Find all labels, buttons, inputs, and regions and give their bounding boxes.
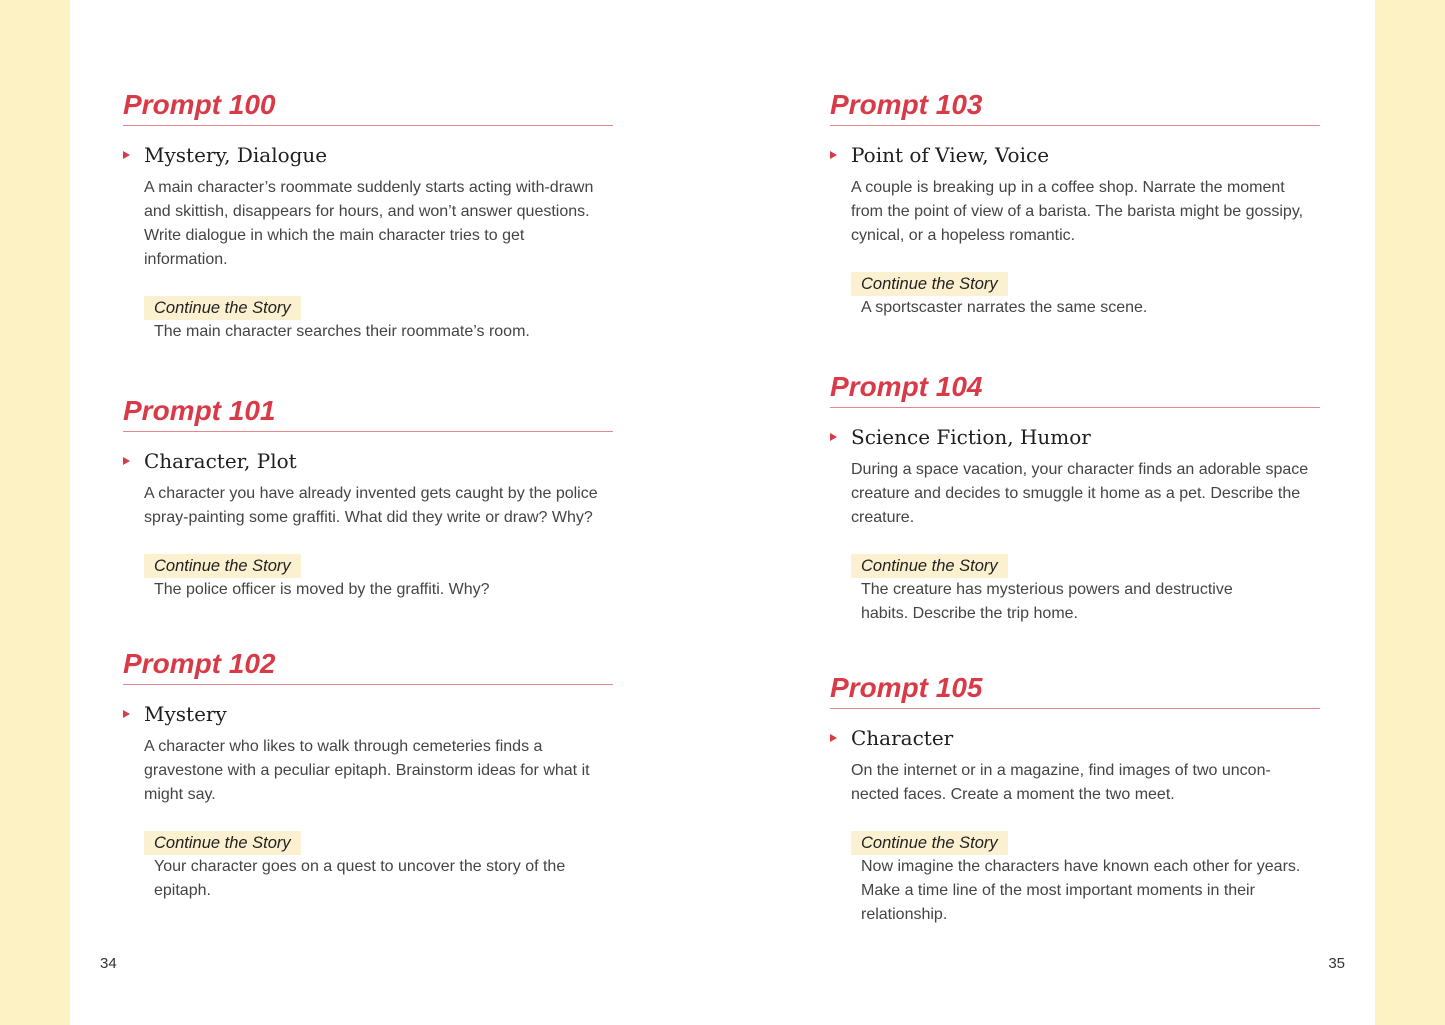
prompt-102 [123,643,613,903]
prompt-category [123,445,613,477]
category-label: Character, Plot [144,449,297,473]
continue-label: Continue the Story [851,554,1008,578]
category-label: Science Fiction, Humor [851,425,1091,449]
continue-text: The police officer is moved by the graffiti. Why? [154,581,490,598]
category-label: Mystery, Dialogue [144,143,328,167]
prompt-category [830,139,1320,171]
prompt-body: On the internet or in a magazine, find images of two uncon-nected faces. Create a moment the two meet. [851,762,1271,803]
prompt-100 [123,84,613,344]
prompt-category [830,722,1320,754]
continue-the-story [851,272,1320,320]
prompt-body: A character you have already invented gets caught by the police spray-painting some graffiti. What did they write or draw? Why? [144,485,598,526]
category-label: Mystery [144,702,227,726]
page-number-left: 34 [100,955,117,972]
triangle-bullet-icon [830,433,837,441]
prompt-title: Prompt 102 [123,643,613,685]
prompt-body: A couple is breaking up in a coffee shop. Narrate the moment from the point of view of a barista. The barista might be gossipy, cynical, or a hopeless romantic. [851,179,1304,244]
triangle-bullet-icon [123,710,130,718]
continue-label: Continue the Story [144,296,301,320]
prompt-body: A character who likes to walk through cemeteries finds a gravestone with a peculiar epitaph. Brainstorm ideas for what it might say. [144,738,590,803]
continue-text: The main character searches their roommate’s room. [154,323,530,340]
prompt-title: Prompt 105 [830,667,1320,709]
prompt-category [123,139,613,171]
continue-label: Continue the Story [851,831,1008,855]
continue-text: Your character goes on a quest to uncover the story of the epitaph. [154,858,566,899]
continue-label: Continue the Story [144,831,301,855]
prompt-title: Prompt 101 [123,390,613,432]
continue-the-story [851,831,1320,927]
triangle-bullet-icon [123,457,130,465]
continue-label: Continue the Story [144,554,301,578]
continue-the-story [144,296,613,344]
category-label: Point of View, Voice [851,143,1050,167]
prompt-105 [830,667,1320,927]
prompt-101 [123,390,613,602]
triangle-bullet-icon [830,734,837,742]
continue-the-story [144,831,613,903]
prompt-category [123,698,613,730]
continue-the-story [851,554,1320,626]
prompt-103 [830,84,1320,320]
continue-text: A sportscaster narrates the same scene. [861,299,1148,316]
triangle-bullet-icon [830,151,837,159]
prompt-title: Prompt 104 [830,366,1320,408]
category-label: Character [851,726,954,750]
prompt-title: Prompt 100 [123,84,613,126]
page-number-right: 35 [1328,955,1345,972]
prompt-title: Prompt 103 [830,84,1320,126]
continue-label: Continue the Story [851,272,1008,296]
prompt-104 [830,366,1320,626]
continue-text: Now imagine the characters have known each other for years. Make a time line of the most important moments in their relationship. [861,858,1301,923]
prompt-category [830,421,1320,453]
continue-text: The creature has mysterious powers and destructive habits. Describe the trip home. [861,581,1233,622]
triangle-bullet-icon [123,151,130,159]
book-spread [70,0,1375,1025]
prompt-body: A main character’s roommate suddenly starts acting with-drawn and skittish, disappears for hours, and won’t answer questions. Write dialogue in which the main character tries to get information. [144,179,594,268]
continue-the-story [144,554,613,602]
prompt-body: During a space vacation, your character finds an adorable space creature and decides to smuggle it home as a pet. Describe the creature. [851,461,1309,526]
